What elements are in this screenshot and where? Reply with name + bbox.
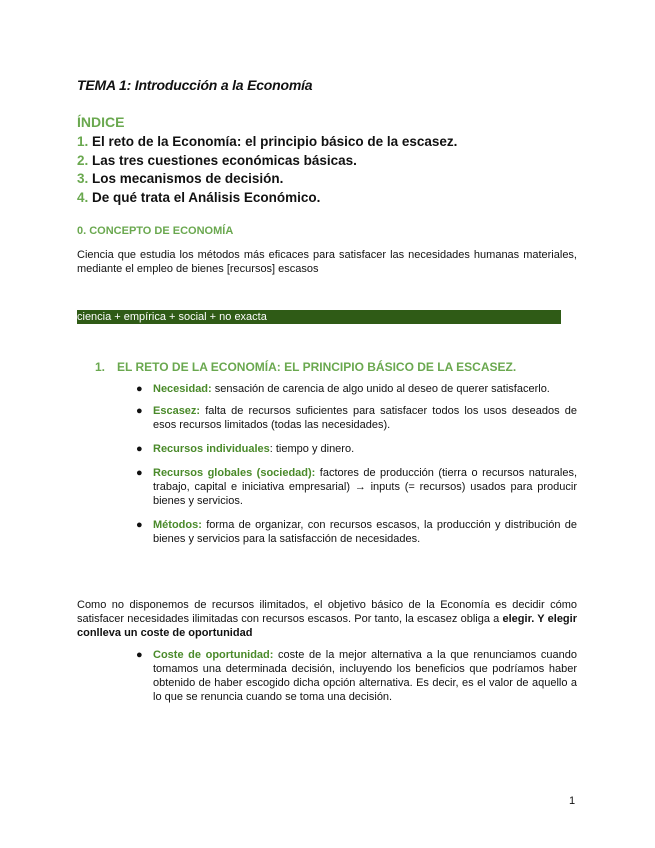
list-text: falta de recursos suficientes para satisfacer todos los usos deseados de esos recursos limitados (todas las necesidades). bbox=[153, 405, 577, 431]
list-item bbox=[136, 518, 577, 546]
list-text: sensación de carencia de algo unido al deseo de querer satisfacerlo. bbox=[211, 383, 550, 395]
section1-heading bbox=[95, 360, 516, 374]
toc-text: De qué trata el Análisis Económico. bbox=[92, 189, 321, 205]
toc-item bbox=[77, 189, 457, 208]
list-item bbox=[136, 442, 577, 456]
list-text: coste de la mejor alternativa a la que renunciamos cuando tomamos una determinada decisión, incluyendo los beneficios que podríamos haber obtenido de haber escogido dicha opción alternativa. Es decir, es el valor de aquello a lo que se renuncia cuando se toma una decisión. bbox=[153, 649, 577, 703]
concept-list bbox=[136, 382, 577, 546]
section1-number: 1. bbox=[95, 360, 106, 374]
section1-title: EL RETO DE LA ECONOMÍA: EL PRINCIPIO BÁSICO DE LA ESCASEZ. bbox=[117, 360, 517, 374]
list-item bbox=[136, 382, 577, 396]
toc-number: 4. bbox=[77, 189, 89, 205]
bullet-icon: ● bbox=[136, 443, 143, 455]
section0-heading: 0. CONCEPTO DE ECONOMÍA bbox=[77, 225, 234, 237]
list-term: Coste de oportunidad: bbox=[153, 649, 274, 661]
list-item bbox=[136, 404, 577, 432]
bullet-icon: ● bbox=[136, 383, 143, 395]
bullet-icon: ● bbox=[136, 405, 143, 417]
scarcity-paragraph bbox=[77, 598, 577, 640]
toc-text: El reto de la Economía: el principio básico de la escasez. bbox=[92, 134, 458, 149]
list-text: factores de producción (tierra o recursos naturales, trabajo, capital e iniciativa empresarial) → inputs (= recursos) usados para producir bienes y servicios. bbox=[153, 467, 578, 507]
page-number: 1 bbox=[569, 795, 576, 807]
list-item bbox=[136, 648, 577, 704]
list-term: Métodos: bbox=[153, 519, 202, 531]
table-of-contents bbox=[77, 133, 457, 207]
list-text: : tiempo y dinero. bbox=[269, 443, 355, 455]
paragraph-emphasis: elegir. Y elegir conlleva un coste de oportunidad bbox=[77, 613, 577, 639]
toc-text: Los mecanismos de decisión. bbox=[92, 171, 284, 186]
bullet-icon: ● bbox=[136, 519, 143, 531]
list-item bbox=[136, 466, 577, 508]
document-title: TEMA 1: Introducción a la Economía bbox=[77, 77, 313, 93]
paragraph-text: Como no disponemos de recursos ilimitados, el objetivo básico de la Economía es decidir cómo satisfacer necesidades ilimitadas con recursos escasos. Por tanto, la escasez obliga a bbox=[77, 599, 577, 625]
list-term: Escasez: bbox=[153, 405, 201, 417]
list-text: forma de organizar, con recursos escasos, la producción y distribución de bienes y servicios para la satisfacción de necesidades. bbox=[153, 519, 577, 545]
toc-item bbox=[77, 152, 457, 171]
toc-item bbox=[77, 133, 457, 152]
economics-definition: Ciencia que estudia los métodos más eficaces para satisfacer las necesidades humanas materiales, mediante el empleo de bienes [recursos] escasos bbox=[77, 249, 577, 275]
toc-text: Las tres cuestiones económicas básicas. bbox=[92, 152, 357, 168]
list-term: Necesidad: bbox=[153, 383, 212, 395]
list-term: Recursos individuales bbox=[153, 443, 270, 455]
bullet-icon: ● bbox=[136, 649, 143, 661]
toc-number: 2. bbox=[77, 152, 89, 168]
opportunity-cost-list bbox=[136, 648, 577, 704]
list-term: Recursos globales (sociedad): bbox=[153, 467, 316, 479]
toc-item bbox=[77, 170, 457, 189]
toc-number: 3. bbox=[77, 171, 89, 186]
bullet-icon: ● bbox=[136, 467, 143, 479]
highlight-bar: ciencia + empírica + social + no exacta bbox=[77, 310, 561, 324]
index-heading: ÍNDICE bbox=[77, 114, 125, 130]
toc-number: 1. bbox=[77, 134, 89, 149]
